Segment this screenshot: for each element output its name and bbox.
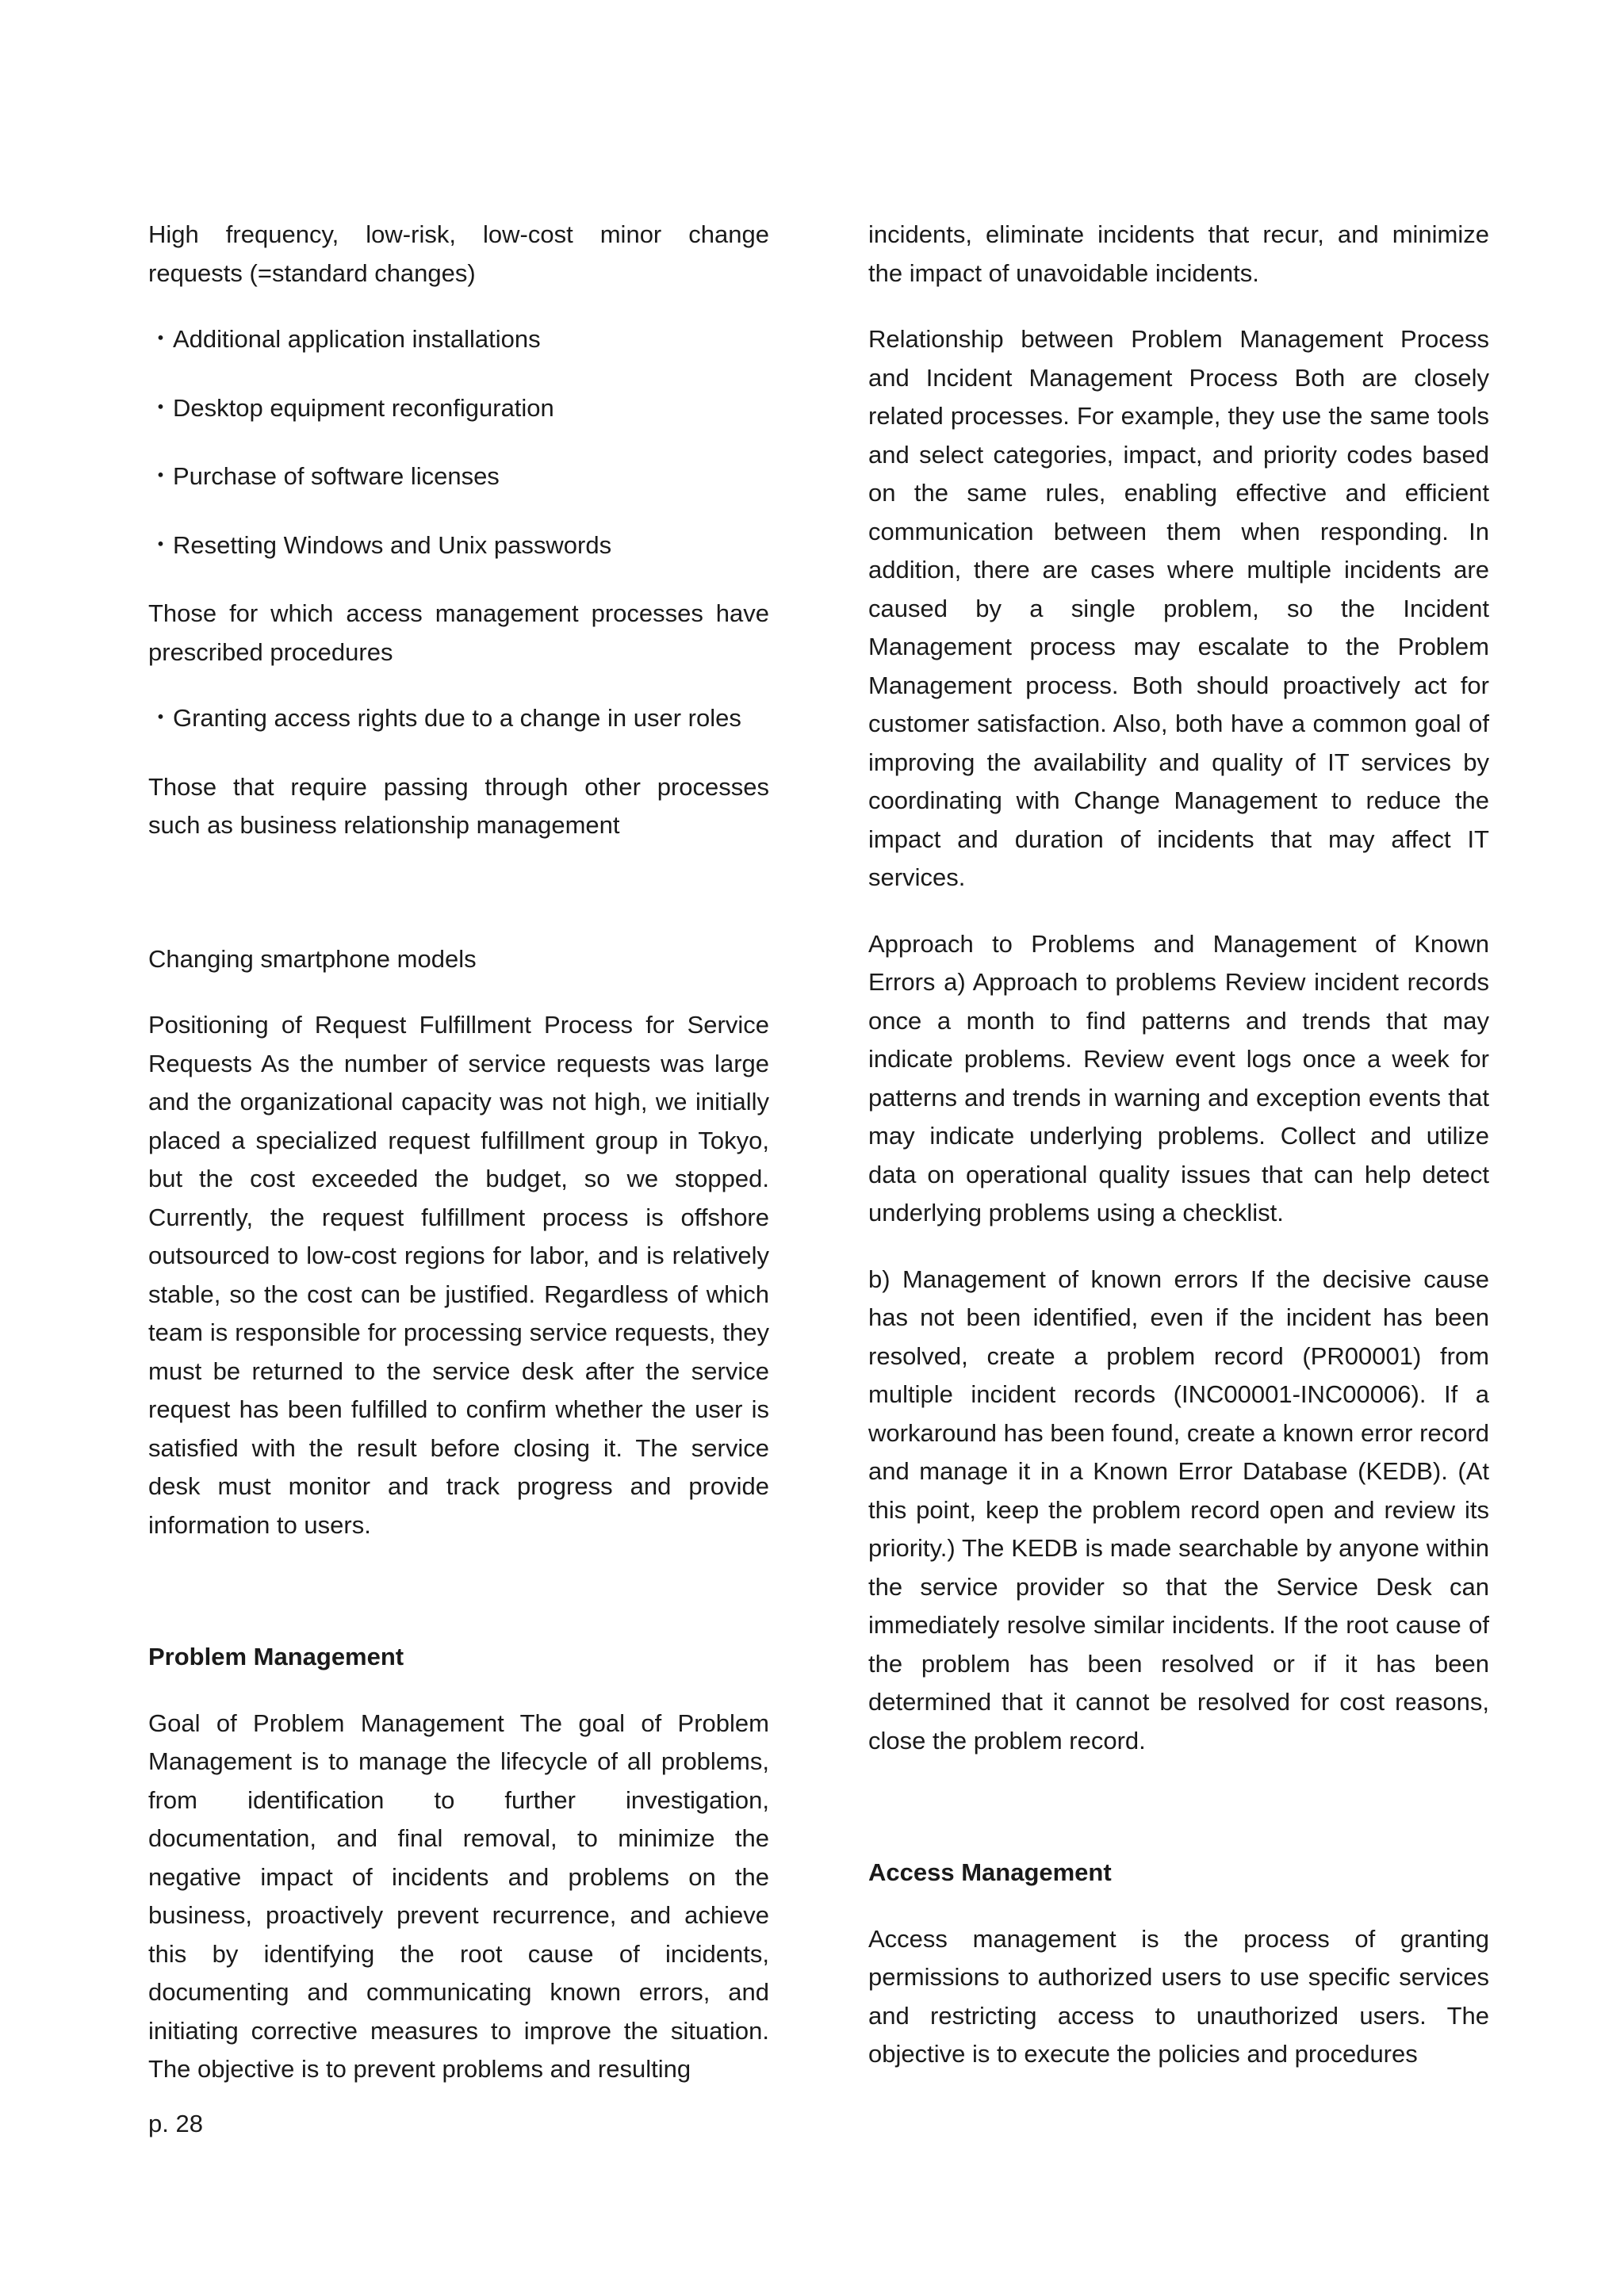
list-item: ・Resetting Windows and Unix passwords bbox=[148, 530, 612, 559]
paragraph-relationship: Relationship between Problem Management Process and Incident Management Process Both are closely related processes. For example, they use the same tools and select categories, impact, and priority codes based on the same rules, enabling effective and efficient communication between them when responding. In addition, there are cases where multiple incidents are caused by a single problem, so the Incident Management process may escalate to the Problem Management process. Both should proactively act for customer satisfaction. Also, both have a common goal of improving the availability and quality of IT services by coordinating with Change Management to reduce the impact and duration of incidents that may affect IT services. bbox=[868, 325, 1489, 891]
paragraph-known-errors: b) Management of known errors If the decisive cause has not been identified, even if the incident has been resolved, create a problem record (PR00001) from multiple incident records (INC00001-INC00006). If a workaround has been found, create a known error record and manage it in a Known Error Database (KEDB). (At this point, keep the problem record open and review its priority.) The KEDB is made searchable by anyone within the service provider so that the Service Desk can immediately resolve similar incidents. If the root cause of the problem has been resolved or if it has been determined that it cannot be resolved for cost reasons, close the problem record. bbox=[868, 1265, 1489, 1755]
paragraph-approach: Approach to Problems and Management of Known Errors a) Approach to problems Review incident records once a month to find patterns and trends that may indicate problems. Review event logs once a week for patterns and trends in warning and exception events that may indicate underlying problems. Collect and utilize data on operational quality issues that can help detect underlying problems using a checklist. bbox=[868, 929, 1489, 1226]
heading-problem-management: Problem Management bbox=[148, 1643, 404, 1670]
paragraph-smartphone: Changing smartphone models bbox=[148, 944, 477, 973]
paragraph-other-processes: Those that require passing through other processes such as business relationship management bbox=[148, 772, 769, 839]
paragraph-incidents-continued: incidents, eliminate incidents that recur, and minimize the impact of unavoidable incidents. bbox=[868, 220, 1489, 287]
paragraph-problem-goal: Goal of Problem Management The goal of Problem Management is to manage the lifecycle of all problems, from identification to further investigation, documentation, and final removal, to minimize the negative impact of incidents and problems on the business, proactively prevent recurrence, and achieve this by identifying the root cause of incidents, documenting and communicating known errors, and initiating corrective measures to improve the situation. The objective is to prevent problems and resulting bbox=[148, 1709, 769, 2083]
paragraph-access-procedures: Those for which access management processes have prescribed procedures bbox=[148, 599, 769, 666]
paragraph-standard-changes: High frequency, low-risk, low-cost minor change requests (=standard changes) bbox=[148, 220, 769, 287]
left-column bbox=[148, 216, 769, 2117]
list-item: ・Additional application installations bbox=[148, 325, 541, 353]
heading-access-management: Access Management bbox=[868, 1858, 1112, 1886]
list-item: ・Granting access rights due to a change in user roles bbox=[148, 704, 741, 732]
paragraph-access-management: Access management is the process of granting permissions to authorized users to use specific services and restricting access to unauthorized users. The objective is to execute the policies and procedures bbox=[868, 1924, 1489, 2068]
list-item: ・Desktop equipment reconfiguration bbox=[148, 393, 554, 422]
page-number: p. 28 bbox=[148, 2110, 203, 2137]
paragraph-request-fulfillment: Positioning of Request Fulfillment Process for Service Requests As the number of service requests was large and the organizational capacity was not high, we initially placed a specialized request fulfillment group in Tokyo, but the cost exceeded the budget, so we stopped. Currently, the request fulfillment process is offshore outsourced to low-cost regions for labor, and is relatively stable, so the cost can be justified. Regardless of which team is responsible for processing service requests, they must be returned to the service desk after the service request has been fulfilled to confirm whether the user is satisfied with the result before closing it. The service desk must monitor and track progress and provide information to users. bbox=[148, 1011, 769, 1539]
right-column bbox=[868, 216, 1489, 2102]
list-item: ・Purchase of software licenses bbox=[148, 462, 500, 490]
